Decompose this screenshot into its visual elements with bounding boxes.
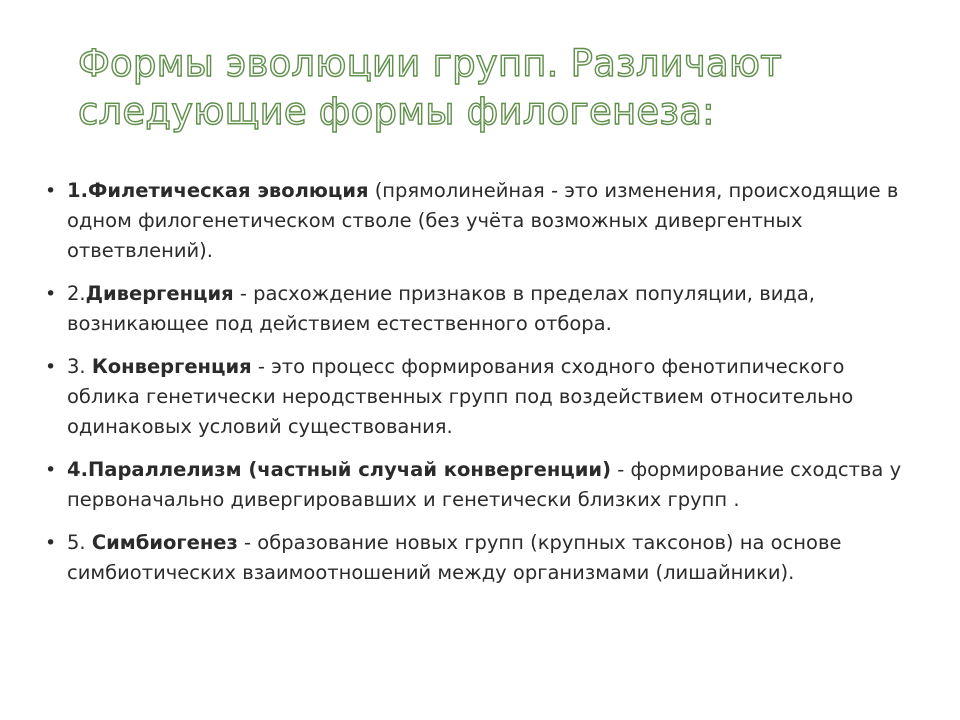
bullet-dot-icon: • [45,459,57,481]
item-description: (прямолинейная - это изменения, происходящие в одном филогенетическом стволе (без учёта возможных дивергентных ответвлений). [67,179,899,262]
item-prefix: 5. [67,531,92,554]
list-item [45,528,905,588]
slide-title-line-2: следующие формы филогенеза: [78,90,715,133]
bullet-dot-icon: • [45,356,57,378]
item-prefix: 3. [67,355,92,378]
bullet-dot-icon: • [45,283,57,305]
slide-title-line-1: Формы эволюции групп. Различают [78,42,782,85]
item-term: Конвергенция [91,355,252,378]
item-description: - расхождение признаков в пределах популяции, вида, возникающее под действием естественного отбора. [67,282,815,335]
bullet-dot-icon: • [45,532,57,554]
item-description: - образование новых групп (крупных таксонов) на основе симбиотических взаимоотношений между организмами (лишайники). [67,531,842,584]
item-prefix: 2. [67,282,86,305]
item-term: Дивергенция [85,282,234,305]
item-term: 4.Параллелизм (частный случай конвергенции) [67,458,612,481]
list-item [45,352,905,442]
item-term: Симбиогенез [91,531,238,554]
list-item [45,279,905,339]
bullet-list [45,176,905,601]
item-description: - формирование сходства у первоначально дивергировавших и генетически близких групп . [67,458,902,511]
item-term: 1.Филетическая эволюция [67,179,369,202]
item-description: - это процесс формирования сходного фенотипического облика генетически неродственных групп под воздействием относительно одинаковых условий существования. [67,355,854,438]
list-item [45,455,905,515]
bullet-dot-icon: • [45,180,57,202]
slide-title [78,40,898,136]
list-item [45,176,905,266]
